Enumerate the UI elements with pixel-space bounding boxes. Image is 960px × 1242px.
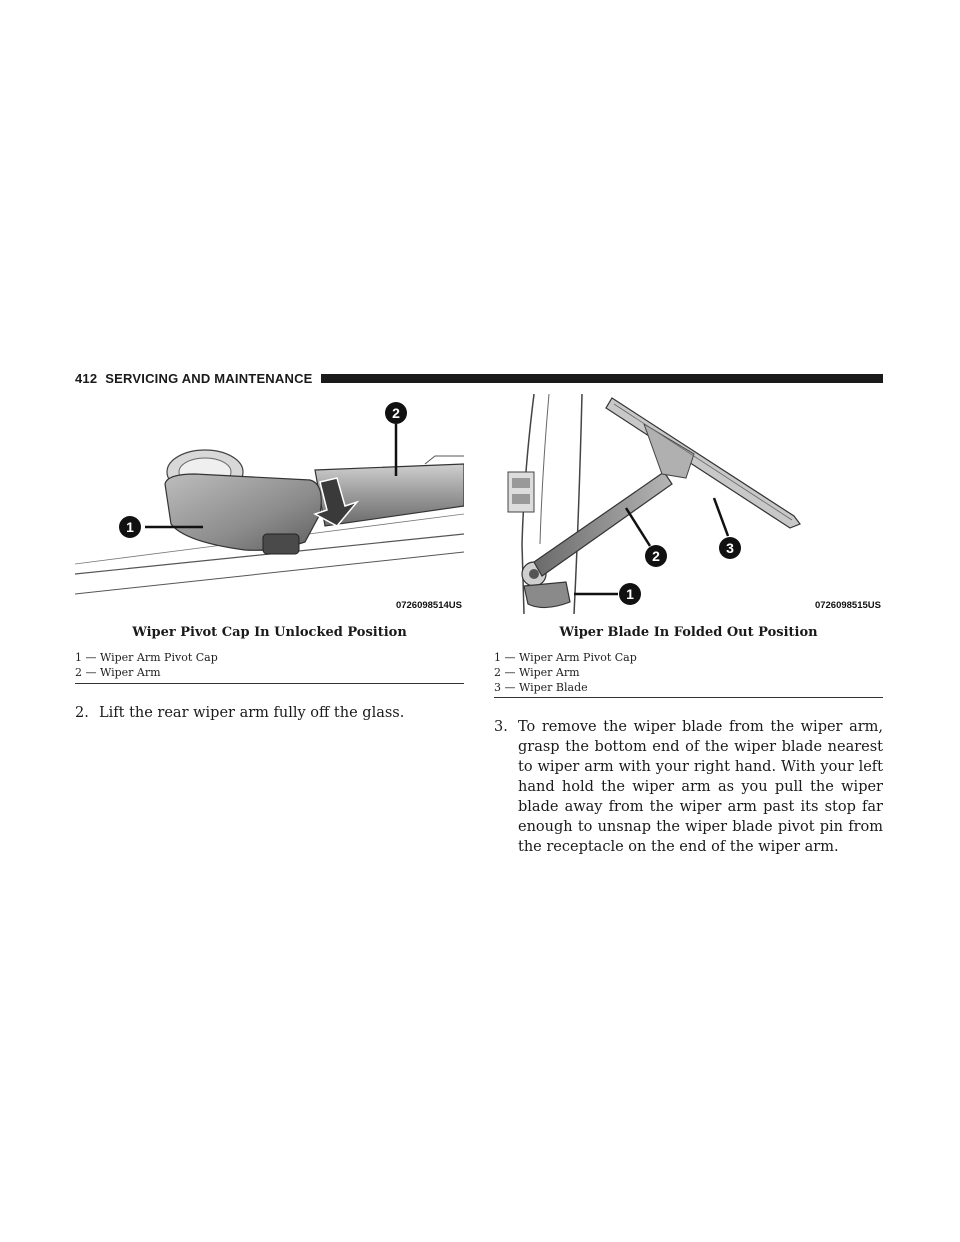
legend-rule <box>75 683 464 684</box>
page-header <box>75 370 883 386</box>
callout-1: 1 <box>126 519 134 535</box>
figure-code: 0726098514US <box>395 600 462 611</box>
legend-item: 3 — Wiper Blade <box>494 681 588 694</box>
callout-2: 2 <box>392 405 400 421</box>
section-title: SERVICING AND MAINTENANCE <box>105 370 313 386</box>
step-number: 3. <box>494 719 508 735</box>
wiper-blade-folded-illustration <box>494 394 883 614</box>
legend-item: 1 — Wiper Arm Pivot Cap <box>75 651 218 664</box>
wiper-pivot-cap-illustration <box>75 394 464 614</box>
legend-rule <box>494 697 883 698</box>
step-3 <box>494 717 883 857</box>
step-text: Lift the rear wiper arm fully off the glass. <box>99 705 405 721</box>
figure-legend <box>75 650 218 680</box>
step-2 <box>75 703 464 723</box>
figure-caption: Wiper Blade In Folded Out Position <box>559 625 818 640</box>
figure-caption: Wiper Pivot Cap In Unlocked Position <box>132 625 407 640</box>
figure-wiper-blade-folded <box>494 394 883 614</box>
legend-item: 2 — Wiper Arm <box>494 666 580 679</box>
legend-item: 1 — Wiper Arm Pivot Cap <box>494 651 637 664</box>
callout-2: 2 <box>652 548 660 564</box>
callout-3: 3 <box>726 540 734 556</box>
legend-item: 2 — Wiper Arm <box>75 666 161 679</box>
header-rule <box>321 374 883 383</box>
callout-1: 1 <box>626 586 634 602</box>
figure-code: 0726098515US <box>814 600 881 611</box>
page-number: 412 <box>75 370 98 386</box>
figure-wiper-pivot-cap <box>75 394 464 614</box>
figure-legend <box>494 650 637 695</box>
step-text: To remove the wiper blade from the wiper arm, grasp the bottom end of the wiper blade nearest to wiper arm with your right hand. With your left hand hold the wiper arm as you pull the wiper blade away from the wiper arm past its stop far enough to unsnap the wiper blade pivot pin from the receptacle on the end of the wiper arm. <box>518 719 883 855</box>
step-number: 2. <box>75 705 89 721</box>
